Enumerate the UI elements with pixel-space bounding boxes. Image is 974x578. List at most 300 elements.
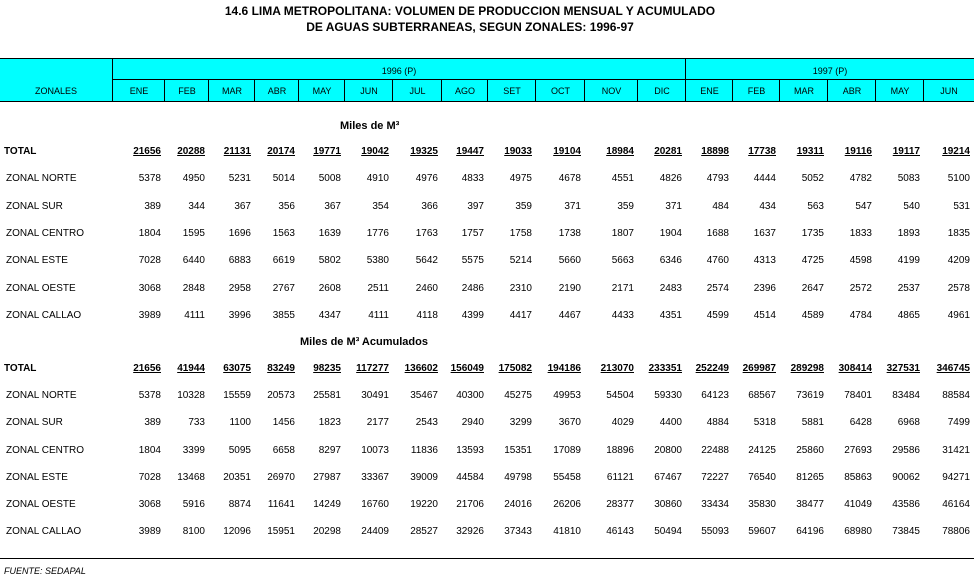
table-row <box>0 472 974 486</box>
table-cell: 27987 <box>313 471 341 483</box>
table-cell: 19214 <box>942 146 970 157</box>
table-cell: 40300 <box>456 390 484 402</box>
table-cell: 31421 <box>942 444 970 456</box>
table-cell: 4467 <box>558 309 581 321</box>
grid-line <box>875 79 876 102</box>
table-cell: 2537 <box>897 282 920 294</box>
table-title-line2: DE AGUAS SUBTERRANEAS, SEGUN ZONALES: 1996-97 <box>306 20 634 34</box>
header-month: MAR <box>222 86 242 96</box>
table-cell: 354 <box>372 200 389 212</box>
table-cell: 6428 <box>849 417 872 429</box>
table-cell: 59607 <box>748 526 776 538</box>
table-cell: 371 <box>665 200 682 212</box>
table-cell: 4351 <box>659 309 682 321</box>
table-cell: 32926 <box>456 526 484 538</box>
grid-line <box>827 79 828 102</box>
table-cell: 434 <box>759 200 776 212</box>
table-cell: 4199 <box>897 255 920 267</box>
table-cell: 6440 <box>182 255 205 267</box>
table-cell: 4725 <box>801 255 824 267</box>
table-cell: 2848 <box>182 282 205 294</box>
section-label-monthly: Miles de M³ <box>340 120 400 132</box>
table-cell: 83249 <box>267 363 295 374</box>
table-cell: 20573 <box>267 390 295 402</box>
table-cell: 5083 <box>897 173 920 185</box>
table-cell: 389 <box>144 200 161 212</box>
table-cell: 5881 <box>801 417 824 429</box>
table-cell: 2310 <box>509 282 532 294</box>
table-cell: 29586 <box>892 444 920 456</box>
table-cell: 4514 <box>753 309 776 321</box>
header-month: ABR <box>842 86 862 96</box>
table-cell: 367 <box>234 200 251 212</box>
table-cell: 4884 <box>706 417 729 429</box>
header-month: ABR <box>267 86 287 96</box>
table-cell: 117277 <box>356 363 389 374</box>
table-cell: 3989 <box>138 309 161 321</box>
table-cell: 1804 <box>138 444 161 456</box>
table-cell: 2511 <box>367 282 389 294</box>
table-cell: 19116 <box>844 146 872 157</box>
table-cell: 4793 <box>706 173 729 185</box>
header-month: DIC <box>654 86 670 96</box>
table-cell: 20174 <box>267 146 295 157</box>
table-cell: 2578 <box>947 282 970 294</box>
table-cell: 43586 <box>892 499 920 510</box>
table-cell: 46143 <box>606 526 634 538</box>
table-cell: 20298 <box>313 526 341 538</box>
table-cell: 2572 <box>849 282 872 294</box>
table-cell: 2940 <box>461 417 484 429</box>
table-cell: 6346 <box>659 255 682 267</box>
table-cell: 563 <box>807 200 824 212</box>
table-cell: 1595 <box>182 227 205 239</box>
table-cell: 213070 <box>600 363 634 374</box>
table-cell: 72227 <box>701 471 729 483</box>
table-row <box>0 283 974 297</box>
table-cell: 3068 <box>138 499 161 510</box>
table-cell: 61121 <box>606 471 634 483</box>
table-row <box>0 390 974 404</box>
table-cell: 3068 <box>138 282 161 294</box>
grid-line <box>923 79 924 102</box>
header-month: FEB <box>747 86 766 96</box>
header-month: SET <box>503 86 521 96</box>
table-cell: 547 <box>855 200 872 212</box>
grid-line <box>392 79 393 102</box>
table-cell: 19771 <box>313 146 341 157</box>
table-cell: 4950 <box>182 173 205 185</box>
table-cell: 35830 <box>748 499 776 510</box>
table-cell: 2958 <box>228 282 251 294</box>
table-cell: 2483 <box>659 282 682 294</box>
table-cell: 194186 <box>547 363 581 374</box>
table-cell: 13468 <box>177 471 205 483</box>
table-cell: 14249 <box>313 499 341 510</box>
table-cell: 359 <box>515 200 532 212</box>
table-row-total <box>0 363 974 377</box>
table-cell: 2608 <box>318 282 341 294</box>
table-cell: 12096 <box>223 526 251 538</box>
table-row <box>0 417 974 431</box>
table-cell: 4551 <box>611 173 634 185</box>
table-cell: 7499 <box>947 417 970 429</box>
table-cell: 81265 <box>796 471 824 483</box>
table-cell: 50494 <box>654 526 682 538</box>
table-cell: 4784 <box>849 309 872 321</box>
table-cell: 22488 <box>701 444 729 456</box>
table-cell: 83484 <box>892 390 920 402</box>
table-cell: 6619 <box>272 255 295 267</box>
table-row <box>0 201 974 215</box>
table-cell: 5052 <box>801 173 824 185</box>
table-cell: 41810 <box>553 526 581 538</box>
table-cell: 10328 <box>177 390 205 402</box>
table-cell: 5214 <box>509 255 532 267</box>
table-cell: 55093 <box>701 526 729 538</box>
table-title-line1: 14.6 LIMA METROPOLITANA: VOLUMEN DE PRODUCCION MENSUAL Y ACUMULADO <box>224 4 716 18</box>
grid-line <box>113 79 974 80</box>
table-cell: 41049 <box>844 499 872 510</box>
table-cell: 4826 <box>659 173 682 185</box>
row-label: ZONAL OESTE <box>6 499 76 510</box>
table-cell: 8100 <box>182 526 205 538</box>
table-cell: 1757 <box>461 227 484 239</box>
table-cell: 19117 <box>892 146 920 157</box>
row-label: ZONAL CENTRO <box>6 227 84 239</box>
table-row <box>0 445 974 459</box>
table-cell: 2171 <box>611 282 634 294</box>
table-cell: 55458 <box>553 471 581 483</box>
row-label: ZONAL SUR <box>6 417 63 429</box>
table-cell: 4598 <box>849 255 872 267</box>
header-month: MAY <box>312 86 332 96</box>
table-cell: 1456 <box>272 417 295 429</box>
table-cell: 30491 <box>361 390 389 402</box>
table-cell: 4833 <box>461 173 484 185</box>
table-cell: 17089 <box>553 444 581 456</box>
table-cell: 11836 <box>410 444 438 456</box>
table-cell: 4399 <box>461 309 484 321</box>
table-cell: 21656 <box>133 363 161 374</box>
grid-line <box>441 79 442 102</box>
table-cell: 136602 <box>404 363 438 374</box>
table-cell: 26206 <box>553 499 581 510</box>
table-cell: 5916 <box>182 499 205 510</box>
table-cell: 28377 <box>606 499 634 510</box>
table-cell: 5014 <box>272 173 295 185</box>
table-cell: 1823 <box>318 417 341 429</box>
row-label: ZONAL ESTE <box>6 255 68 267</box>
grid-line <box>779 79 780 102</box>
table-cell: 28527 <box>410 526 438 538</box>
table-cell: 2486 <box>461 282 484 294</box>
table-cell: 4400 <box>659 417 682 429</box>
table-cell: 4029 <box>611 417 634 429</box>
table-cell: 27693 <box>844 444 872 456</box>
grid-line <box>344 79 345 102</box>
table-cell: 54504 <box>606 390 634 402</box>
table-cell: 1893 <box>897 227 920 239</box>
row-label: ZONAL SUR <box>6 200 63 212</box>
header-month: ENE <box>700 86 719 96</box>
table-cell: 359 <box>617 200 634 212</box>
table-cell: 10073 <box>361 444 389 456</box>
table-cell: 6658 <box>272 444 295 456</box>
table-cell: 344 <box>188 200 205 212</box>
table-cell: 5575 <box>461 255 484 267</box>
table-cell: 17738 <box>748 146 776 157</box>
table-cell: 49953 <box>553 390 581 402</box>
table-cell: 19220 <box>410 499 438 510</box>
table-cell: 20800 <box>654 444 682 456</box>
table-cell: 1804 <box>138 227 161 239</box>
table-cell: 6883 <box>228 255 251 267</box>
table-cell: 1696 <box>228 227 251 239</box>
table-cell: 2543 <box>415 417 438 429</box>
table-cell: 4961 <box>947 309 970 321</box>
table-cell: 3670 <box>558 417 581 429</box>
table-cell: 1904 <box>659 227 682 239</box>
table-cell: 20288 <box>177 146 205 157</box>
table-cell: 4347 <box>318 309 341 321</box>
grid-line <box>164 79 165 102</box>
table-cell: 5318 <box>753 417 776 429</box>
table-cell: 35467 <box>410 390 438 402</box>
table-cell: 484 <box>712 200 729 212</box>
table-cell: 15559 <box>223 390 251 402</box>
table-cell: 356 <box>278 200 295 212</box>
row-label: TOTAL <box>4 146 37 157</box>
table-cell: 63075 <box>223 363 251 374</box>
table-cell: 44584 <box>456 471 484 483</box>
table-cell: 85863 <box>844 471 872 483</box>
table-cell: 68980 <box>844 526 872 538</box>
table-cell: 346745 <box>936 363 970 374</box>
table-cell: 1738 <box>558 227 581 239</box>
row-label: ZONAL CENTRO <box>6 444 84 456</box>
row-label: TOTAL <box>4 363 37 374</box>
grid-line <box>685 58 686 102</box>
row-label: ZONAL CALLAO <box>6 526 82 538</box>
table-cell: 24016 <box>504 499 532 510</box>
table-cell: 16760 <box>361 499 389 510</box>
footer-rule <box>0 558 974 559</box>
header-year-1996: 1996 (P) <box>381 66 417 76</box>
table-cell: 15951 <box>267 526 295 538</box>
table-cell: 5231 <box>228 173 251 185</box>
grid-line <box>732 79 733 102</box>
grid-line <box>254 79 255 102</box>
header-month: FEB <box>178 86 196 96</box>
table-cell: 24125 <box>748 444 776 456</box>
table-cell: 33434 <box>701 499 729 510</box>
table-cell: 531 <box>953 200 970 212</box>
table-cell: 3989 <box>138 526 161 538</box>
grid-line <box>535 79 536 102</box>
table-cell: 7028 <box>138 255 161 267</box>
table-cell: 389 <box>144 417 161 429</box>
table-cell: 5378 <box>138 390 161 402</box>
table-cell: 4444 <box>753 173 776 185</box>
table-cell: 5008 <box>318 173 341 185</box>
table-cell: 59330 <box>654 390 682 402</box>
table-cell: 88584 <box>942 390 970 402</box>
row-label: ZONAL OESTE <box>6 282 76 294</box>
table-cell: 90062 <box>892 471 920 483</box>
table-cell: 1763 <box>415 227 438 239</box>
table-cell: 20351 <box>223 471 251 483</box>
table-cell: 19042 <box>361 146 389 157</box>
table-cell: 2177 <box>366 417 389 429</box>
table-cell: 4118 <box>416 309 438 321</box>
table-cell: 175082 <box>498 363 532 374</box>
table-cell: 1688 <box>706 227 729 239</box>
table-cell: 1637 <box>753 227 776 239</box>
table-cell: 38477 <box>796 499 824 510</box>
table-cell: 39009 <box>410 471 438 483</box>
table-cell: 308414 <box>838 363 872 374</box>
table-cell: 5095 <box>228 444 251 456</box>
table-cell: 3855 <box>272 309 295 321</box>
grid-line <box>112 58 113 102</box>
table-cell: 252249 <box>695 363 729 374</box>
table-cell: 18896 <box>606 444 634 456</box>
table-cell: 327531 <box>886 363 920 374</box>
source-footnote: FUENTE: SEDAPAL <box>4 566 86 576</box>
grid-line <box>298 79 299 102</box>
table-cell: 4910 <box>366 173 389 185</box>
header-month: JUN <box>360 86 378 96</box>
table-cell: 6968 <box>897 417 920 429</box>
table-cell: 18898 <box>701 146 729 157</box>
table-cell: 78401 <box>844 390 872 402</box>
table-cell: 366 <box>421 200 438 212</box>
table-cell: 19104 <box>553 146 581 157</box>
table-cell: 64123 <box>701 390 729 402</box>
table-cell: 4417 <box>509 309 532 321</box>
table-cell: 24409 <box>361 526 389 538</box>
header-month: ENE <box>129 86 149 96</box>
header-month: OCT <box>551 86 570 96</box>
table-cell: 26970 <box>267 471 295 483</box>
table-cell: 30860 <box>654 499 682 510</box>
table-cell: 233351 <box>648 363 682 374</box>
table-row <box>0 499 974 513</box>
table-cell: 4678 <box>558 173 581 185</box>
table-cell: 4433 <box>611 309 634 321</box>
table-cell: 41944 <box>177 363 205 374</box>
section-label-cumulative: Miles de M³ Acumulados <box>300 336 428 348</box>
table-cell: 4599 <box>706 309 729 321</box>
table-cell: 4976 <box>415 173 438 185</box>
header-month: JUN <box>940 86 958 96</box>
table-cell: 4209 <box>947 255 970 267</box>
table-cell: 4313 <box>753 255 776 267</box>
grid-line <box>584 79 585 102</box>
table-cell: 2396 <box>753 282 776 294</box>
table-cell: 20281 <box>654 146 682 157</box>
table-cell: 2460 <box>415 282 438 294</box>
table-cell: 3299 <box>509 417 532 429</box>
table-row <box>0 255 974 269</box>
table-cell: 371 <box>564 200 581 212</box>
table-cell: 13593 <box>456 444 484 456</box>
table-cell: 4865 <box>897 309 920 321</box>
table-cell: 1563 <box>272 227 295 239</box>
table-cell: 25581 <box>313 390 341 402</box>
table-cell: 1735 <box>801 227 824 239</box>
table-cell: 1776 <box>366 227 389 239</box>
table-cell: 5100 <box>947 173 970 185</box>
table-cell: 8297 <box>318 444 341 456</box>
header-month: MAY <box>890 86 910 96</box>
table-cell: 19033 <box>504 146 532 157</box>
table-row <box>0 173 974 187</box>
table-cell: 5663 <box>611 255 634 267</box>
table-cell: 68567 <box>748 390 776 402</box>
table-cell: 78806 <box>942 526 970 538</box>
grid-line <box>637 79 638 102</box>
table-cell: 5380 <box>366 255 389 267</box>
table-cell: 18984 <box>606 146 634 157</box>
table-cell: 540 <box>903 200 920 212</box>
table-cell: 289298 <box>790 363 824 374</box>
table-cell: 37343 <box>504 526 532 538</box>
table-cell: 733 <box>188 417 205 429</box>
grid-line <box>487 79 488 102</box>
header-month: MAR <box>794 86 814 96</box>
grid-line <box>0 58 974 59</box>
table-cell: 367 <box>324 200 341 212</box>
table-row <box>0 310 974 324</box>
table-cell: 5660 <box>558 255 581 267</box>
table-cell: 5642 <box>415 255 438 267</box>
grid-line <box>208 79 209 102</box>
header-year-1997: 1997 (P) <box>812 66 848 76</box>
table-cell: 8874 <box>228 499 251 510</box>
table-cell: 4111 <box>184 309 205 321</box>
table-cell: 4589 <box>801 309 824 321</box>
table-cell: 64196 <box>796 526 824 538</box>
header-month: NOV <box>601 86 622 96</box>
table-cell: 1100 <box>229 417 251 429</box>
table-cell: 11641 <box>267 499 295 510</box>
table-cell: 25860 <box>796 444 824 456</box>
table-cell: 94271 <box>942 471 970 483</box>
table-cell: 7028 <box>138 471 161 483</box>
table-cell: 4760 <box>706 255 729 267</box>
header-month: AGO <box>454 86 475 96</box>
row-label: ZONAL ESTE <box>6 471 68 483</box>
table-cell: 45275 <box>504 390 532 402</box>
table-cell: 3996 <box>228 309 251 321</box>
table-row <box>0 228 974 242</box>
table-cell: 67467 <box>654 471 682 483</box>
table-cell: 46164 <box>942 499 970 510</box>
table-cell: 2647 <box>801 282 824 294</box>
row-label: ZONAL NORTE <box>6 390 77 402</box>
table-cell: 4782 <box>849 173 872 185</box>
table-cell: 19325 <box>410 146 438 157</box>
table-cell: 73845 <box>892 526 920 538</box>
table-cell: 2767 <box>272 282 295 294</box>
table-cell: 98235 <box>313 363 341 374</box>
table-cell: 1835 <box>947 227 970 239</box>
table-cell: 33367 <box>361 471 389 483</box>
table-cell: 269987 <box>742 363 776 374</box>
table-cell: 397 <box>467 200 484 212</box>
